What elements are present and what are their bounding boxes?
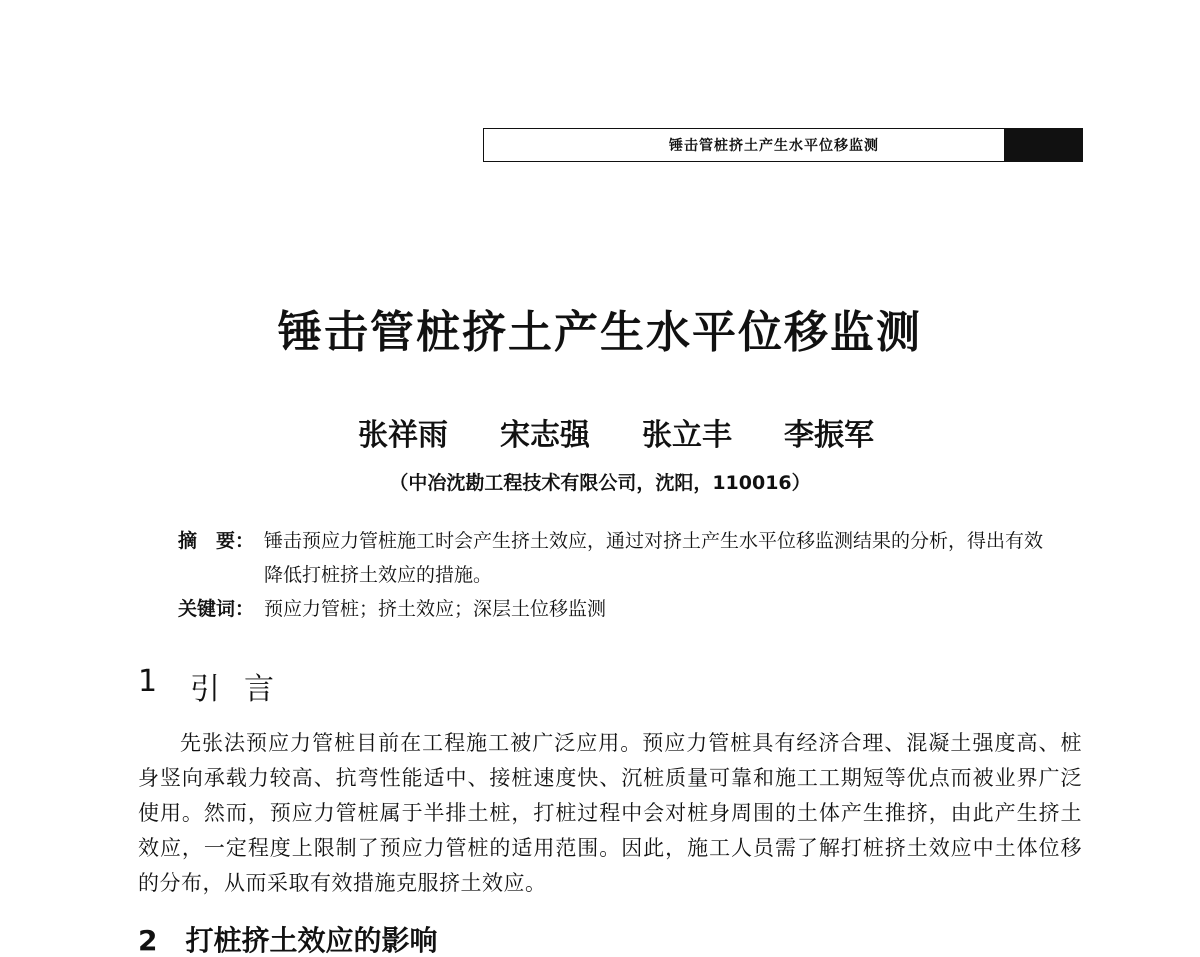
paper-title: 锤击管桩挤土产生水平位移监测 [278, 307, 922, 358]
keywords-label: 关键词： [178, 598, 255, 620]
abstract-label: 摘 要： [178, 530, 255, 552]
author-list [358, 410, 874, 454]
author-name: 宋志强 [500, 418, 590, 453]
section-heading [138, 664, 298, 708]
section-number: 1 [138, 664, 158, 699]
running-header-block [1004, 129, 1082, 161]
section-title: 引言 [190, 672, 298, 707]
body-paragraph: 先张法预应力管桩目前在工程施工被广泛应用。预应力管桩具有经济合理、混凝土强度高、桩身竖向承载力较高、抗弯性能适中、接桩速度快、沉桩质量可靠和施工工期短等优点而被业界广泛使用。然而，预应力管桩属于半排土桩，打桩过程中会对桩身周围的土体产生推挤，由此产生挤土效应，一定程度上限制了预应力管桩的适用范围。因此，施工人员需了解打桩挤土效应中土体位移的分布，从而采取有效措施克服挤土效应。 [138, 731, 1082, 895]
running-header-text: 锤击管桩挤土产生水平位移监测 [669, 138, 879, 154]
next-section-heading-text: 2 打桩挤土效应的影响 [138, 924, 438, 957]
author-name: 张祥雨 [358, 418, 448, 453]
keywords-text: 预应力管桩；挤土效应；深层土位移监测 [264, 598, 607, 620]
author-name: 李振军 [784, 418, 874, 453]
affiliation: （中冶沈勘工程技术有限公司，沈阳，110016） [389, 472, 811, 494]
abstract-row [178, 524, 1058, 592]
next-section-heading [138, 924, 438, 957]
abstract-block [178, 524, 1058, 626]
author-name: 张立丰 [642, 418, 732, 453]
abstract-text: 锤击预应力管桩施工时会产生挤土效应，通过对挤土产生水平位移监测结果的分析，得出有效降低打桩挤土效应的措施。 [264, 530, 1044, 586]
running-header [483, 128, 1083, 162]
keywords-row [178, 592, 1058, 626]
